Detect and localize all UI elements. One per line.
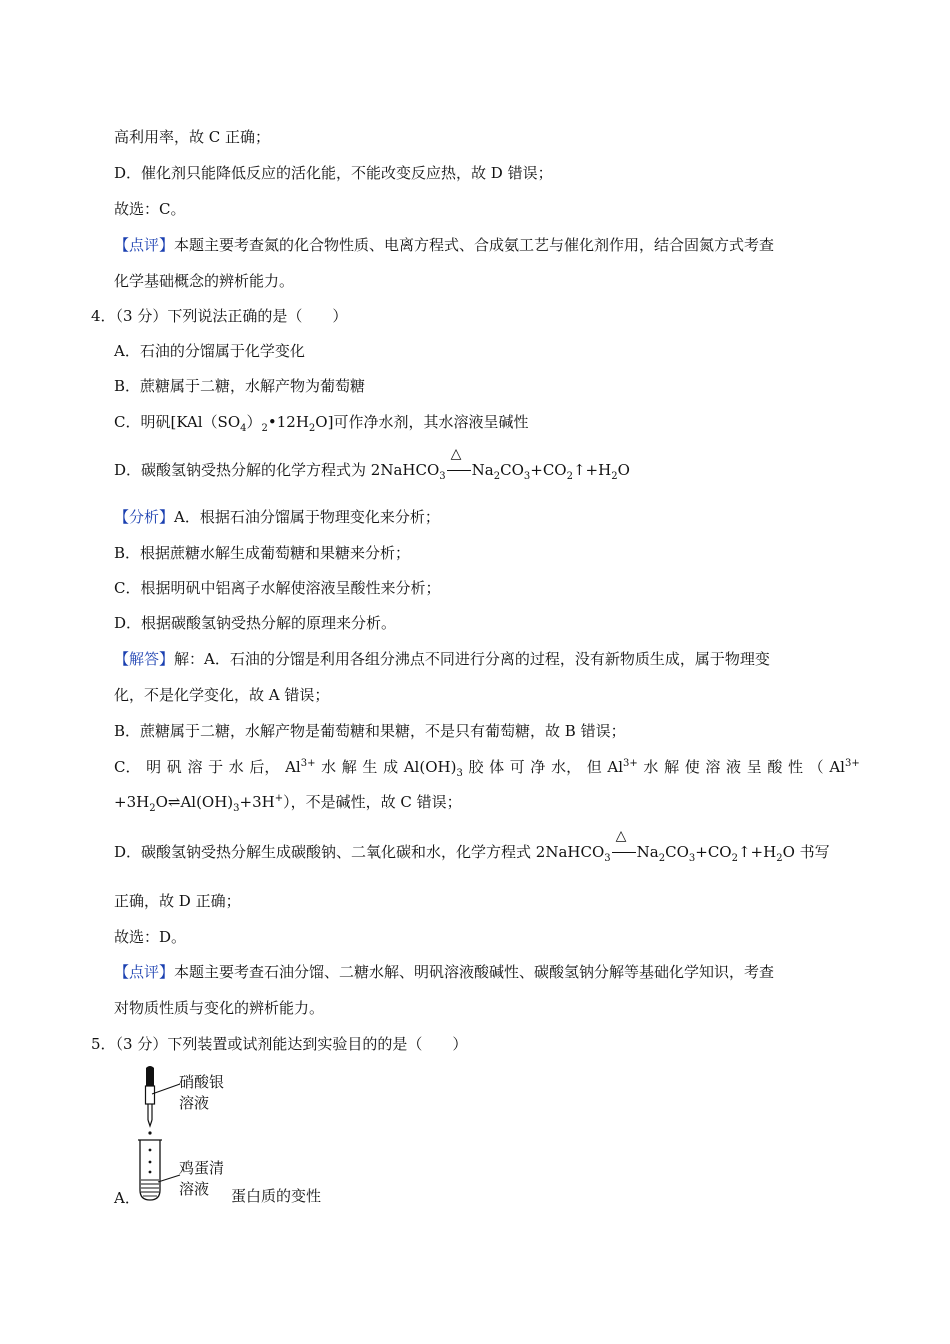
q5-option-a-figure	[128, 1064, 248, 1214]
heating-condition	[612, 828, 636, 857]
q4-analysis-d: D．根据碳酸氢钠受热分解的原理来分析。	[114, 614, 397, 632]
q4-answer-c: C． 明 矾 溶 于 水 后， $Al^{3+}$ 水 解 生 成 $Al(OH)_3$ 胶 体 可 净 水， 但 $Al^{3+}$ 水 解 使 溶 液 呈 酸 性 （ $Al^{3+}$	[114, 758, 860, 779]
comment-tag: 【点评】	[114, 963, 175, 981]
q4-answer-b: B．蔗糖属于二糖，水解产物是葡萄糖和果糖，不是只有葡萄糖，故 B 错误；	[114, 722, 626, 740]
q4-stem: 4．（3 分）下列说法正确的是（ ）	[91, 307, 348, 325]
label-silver-nitrate: 硝酸银 溶液	[179, 1073, 225, 1112]
q4-option-c: C．明矾$[KAl(SO_4)_2•12H_2O]$可作净水剂，其水溶液呈碱性	[114, 413, 529, 434]
q4-answer-c-equation: $+3H_2O\rightleftharpoons Al(OH)_3+3H^+$），不是碱性，故 C 错误；	[114, 793, 462, 814]
comment-tag: 【点评】	[114, 236, 175, 254]
q4-answer-d: D．碳酸氢钠受热分解生成碳酸钠、二氧化碳和水，化学方程式 2NaHCO$_3$ △ $Na_2CO_3+CO_2↑+H_2O$ 书写	[114, 828, 830, 864]
label-egg-white: 鸡蛋清 溶液	[179, 1159, 225, 1198]
answer-tag: 【解答】	[114, 650, 175, 668]
q3-option-d-explanation: D．催化剂只能降低反应的活化能，不能改变反应热，故 D 错误；	[114, 164, 553, 182]
q3-choice: 故选：C。	[114, 200, 186, 218]
q5-option-a-text: 蛋白质的变性	[231, 1187, 322, 1205]
dropper-bulb-icon	[146, 1066, 154, 1086]
q4-answer-a-continued: 化，不是化学变化，故 A 错误；	[114, 686, 330, 704]
q5-option-a-letter: A．	[114, 1189, 140, 1207]
q3-text-line: 高利用率，故 C 正确；	[114, 128, 271, 146]
q4-option-d: D．碳酸氢钠受热分解的化学方程式为 2NaHCO$_3$ △ $Na_2CO_3+CO_2↑+H_2O$	[114, 446, 630, 482]
q4-option-a: A．石油的分馏属于化学变化	[114, 342, 305, 360]
q4-analysis-c: C．根据明矾中铝离子水解使溶液呈酸性来分析；	[114, 579, 441, 597]
comment-text: 本题主要考查氮的化合物性质、电离方程式、合成氨工艺与催化剂作用，结合固氮方式考查	[174, 236, 775, 254]
q4-analysis-b: B．根据蔗糖水解生成葡萄糖和果糖来分析；	[114, 544, 411, 562]
analysis-tag: 【分析】	[114, 508, 175, 526]
q4-comment: 【点评】本题主要考查石油分馏、二糖水解、明矾溶液酸碱性、碳酸氢钠分解等基础化学知识，考查	[114, 963, 775, 981]
heating-condition	[447, 446, 471, 475]
q4-answer-d-continued: 正确，故 D 正确；	[114, 892, 241, 910]
q4-answer: 【解答】解：A．石油的分馏是利用各组分沸点不同进行分离的过程，没有新物质生成，属于物理变	[114, 650, 770, 668]
triangle-heat-icon: △	[450, 446, 462, 462]
q3-comment-continued: 化学基础概念的辨析能力。	[114, 272, 295, 290]
q3-comment	[114, 235, 774, 255]
q4-comment-continued: 对物质性质与变化的辨析能力。	[114, 999, 325, 1017]
q5-stem: 5．（3 分）下列装置或试剂能达到实验目的的是（ ）	[91, 1035, 468, 1053]
droplet-icon	[148, 1131, 151, 1134]
triangle-heat-icon: △	[615, 828, 627, 844]
q4-choice: 故选：D。	[114, 928, 187, 946]
q4-analysis: 【分析】A．根据石油分馏属于物理变化来分析；	[114, 508, 440, 526]
q4-option-b: B．蔗糖属于二糖，水解产物为葡萄糖	[114, 377, 366, 395]
